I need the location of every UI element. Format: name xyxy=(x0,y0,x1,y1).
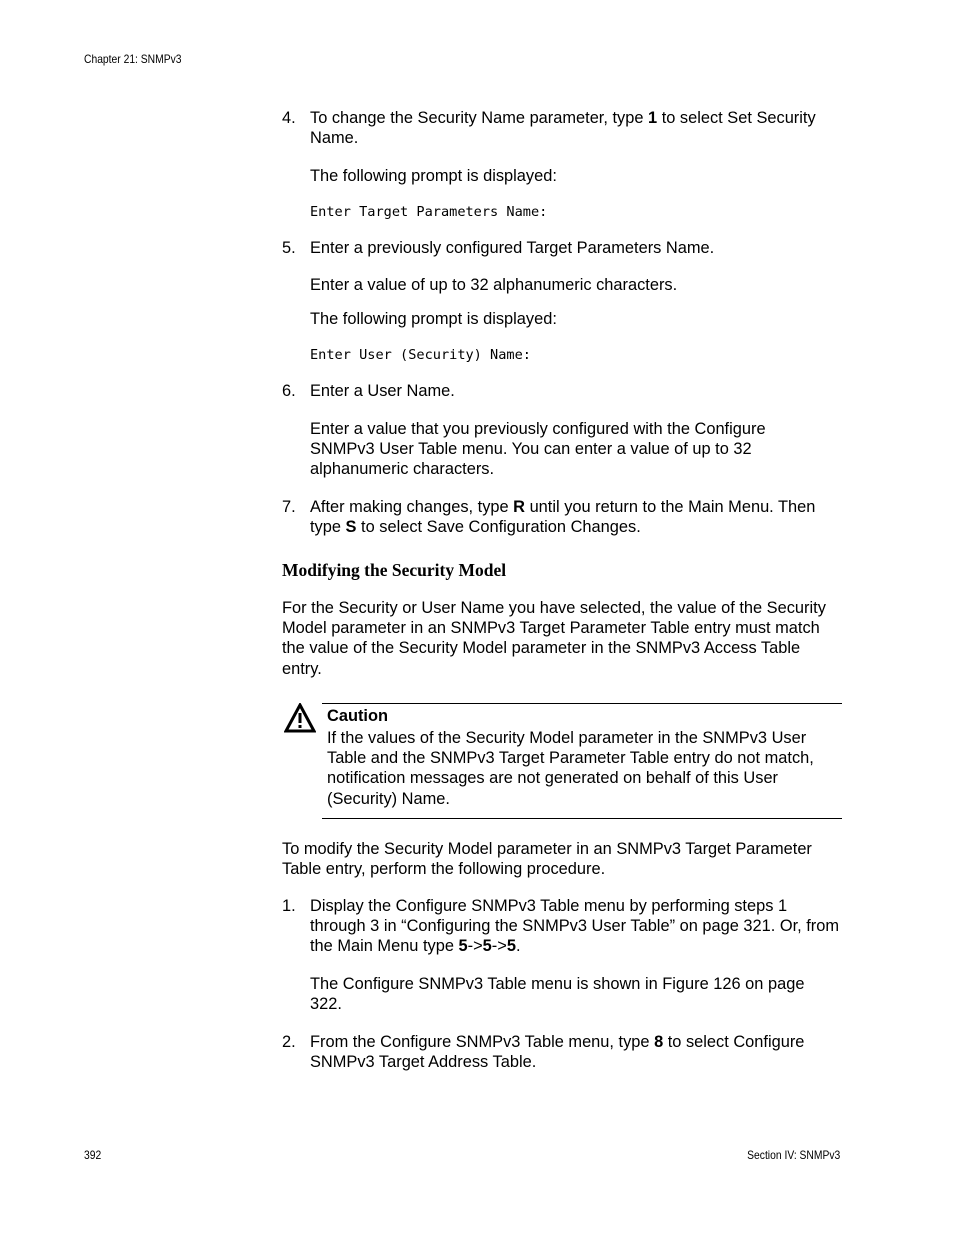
caution-top-rule xyxy=(322,703,842,704)
step-7-text: After making changes, type R until you return to the Main Menu. Then type S to select Save Configuration Changes. xyxy=(310,498,816,537)
proc-step-1-note: The Configure SNMPv3 Table menu is shown in Figure 126 on page 322. xyxy=(310,975,805,1014)
step-number: 1. xyxy=(282,897,296,915)
step-number: 7. xyxy=(282,498,296,516)
step-number: 6. xyxy=(282,382,296,400)
step-5-text: Enter a previously configured Target Parameters Name. xyxy=(310,239,715,257)
step-number: 4. xyxy=(282,109,296,127)
step-number: 5. xyxy=(282,239,296,257)
step-4-text: To change the Security Name parameter, type 1 to select Set Security Name. xyxy=(310,109,816,148)
section-intro: For the Security or User Name you have selected, the value of the Security Model parameter in an SNMPv3 Target Parameter Table entry must match the value of the Security Model parameter in the SNMPv3 Access Table entry. xyxy=(282,599,826,678)
prompt-user-name: Enter User (Security) Name: xyxy=(310,347,531,363)
prompt-target-params: Enter Target Parameters Name: xyxy=(310,204,548,220)
caution-body: If the values of the Security Model parameter in the SNMPv3 User Table and the SNMPv3 Target Parameter Table entry do not match, notification messages are not generated on behalf of this User (Security) Name. xyxy=(327,729,814,808)
running-footer-section: Section IV: SNMPv3 xyxy=(746,1148,840,1162)
proc-step-1-text: Display the Configure SNMPv3 Table menu by performing steps 1 through 3 in “Configuring the SNMPv3 User Table” on page 321. Or, from the Main Menu type 5->5->5. xyxy=(310,897,840,956)
caution-title: Caution xyxy=(327,707,389,725)
procedure-intro: To modify the Security Model parameter in an SNMPv3 Target Parameter Table entry, perform the following procedure. xyxy=(282,840,812,879)
section-heading: Modifying the Security Model xyxy=(282,560,507,580)
step-6-text: Enter a User Name. xyxy=(310,382,455,400)
caution-bottom-rule xyxy=(322,818,842,819)
page-number: 392 xyxy=(84,1148,102,1162)
step-6-note: Enter a value that you previously configured with the Configure SNMPv3 User Table menu. You can enter a value of up to 32 alphanumeric characters. xyxy=(310,420,766,479)
running-header: Chapter 21: SNMPv3 xyxy=(84,52,182,66)
step-5-note: Enter a value of up to 32 alphanumeric characters. xyxy=(310,276,678,294)
warning-triangle-icon xyxy=(284,703,316,733)
step-number: 2. xyxy=(282,1033,296,1051)
prompt-intro: The following prompt is displayed: xyxy=(310,310,557,328)
prompt-intro: The following prompt is displayed: xyxy=(310,167,557,185)
proc-step-2-text: From the Configure SNMPv3 Table menu, type 8 to select Configure SNMPv3 Target Address Table. xyxy=(310,1033,805,1072)
